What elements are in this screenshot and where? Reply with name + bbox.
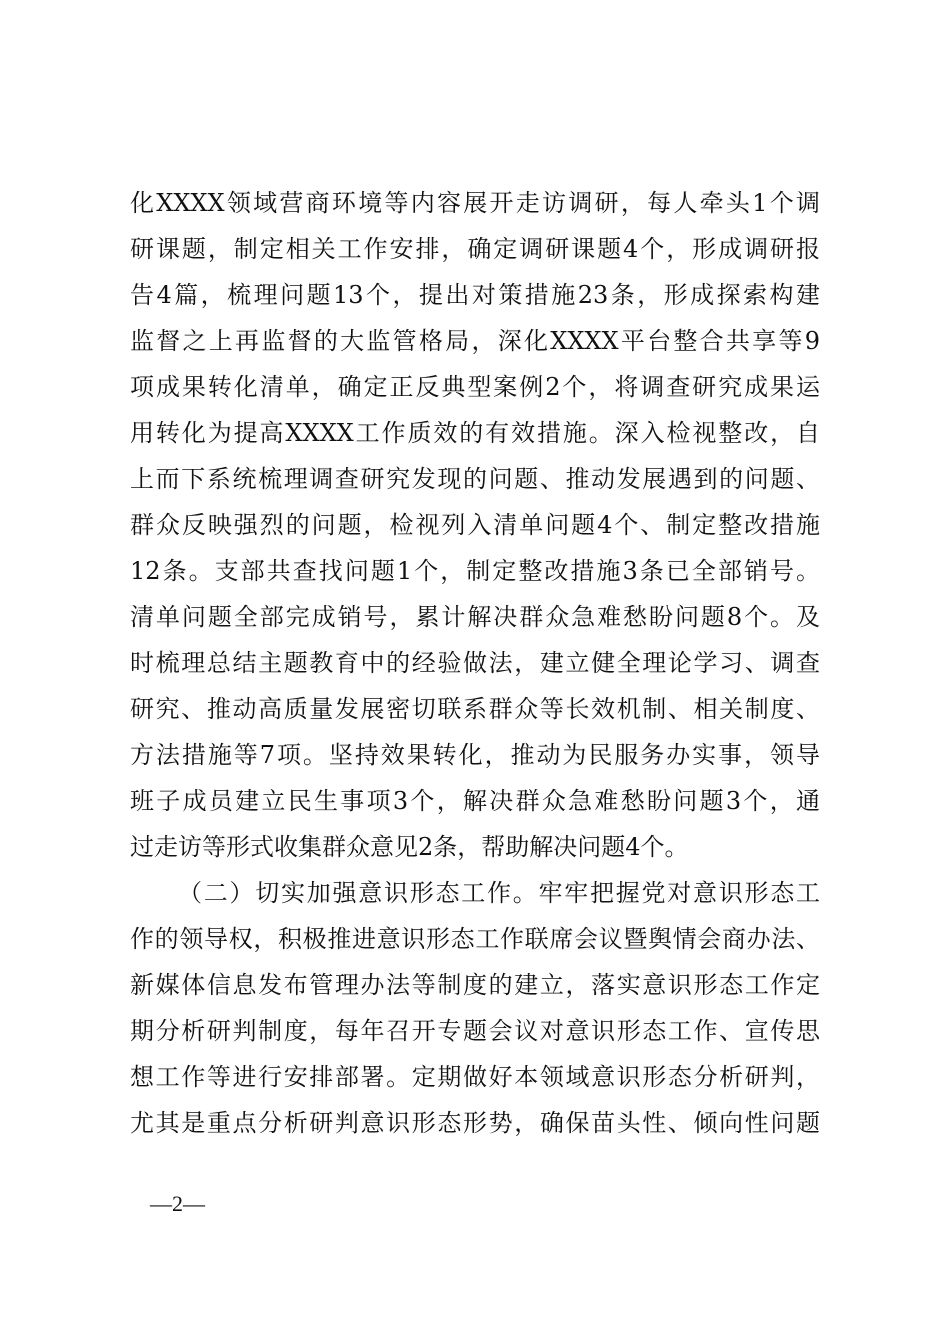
text-line: 研究、推动高质量发展密切联系群众等长效机制、相关制度、	[130, 695, 820, 723]
text-line: 想工作等进行安排部署。定期做好本领域意识形态分析研判，	[130, 1063, 820, 1091]
text-line: 群众反映强烈的问题，检视列入清单问题4个、制定整改措施	[130, 511, 820, 539]
text-line: 用转化为提高XXXX工作质效的有效措施。深入检视整改，自	[130, 419, 820, 447]
text-line: 新媒体信息发布管理办法等制度的建立，落实意识形态工作定	[130, 971, 820, 999]
document-body	[130, 180, 820, 1146]
text-line: 作的领导权，积极推进意识形态工作联席会议暨舆情会商办法、	[130, 925, 820, 953]
text-line: 监督之上再监督的大监管格局，深化XXXX平台整合共享等9	[130, 327, 820, 355]
text-line: 过走访等形式收集群众意见2条，帮助解决问题4个。	[130, 833, 689, 861]
text-line: 项成果转化清单，确定正反典型案例2个，将调查研究成果运	[130, 373, 820, 401]
text-line: 方法措施等7项。坚持效果转化，推动为民服务办实事，领导	[130, 741, 820, 769]
text-line: 告4篇，梳理问题13个，提出对策措施23条，形成探索构建	[130, 281, 820, 309]
text-line: 上而下系统梳理调查研究发现的问题、推动发展遇到的问题、	[130, 465, 820, 493]
text-line: 期分析研判制度，每年召开专题会议对意识形态工作、宣传思	[130, 1017, 820, 1045]
text-line: 班子成员建立民生事项3个，解决群众急难愁盼问题3个，通	[130, 787, 820, 815]
text-line: 清单问题全部完成销号，累计解决群众急难愁盼问题8个。及	[130, 603, 820, 631]
text-line: 12条。支部共查找问题1个，制定整改措施3条已全部销号。	[130, 557, 820, 585]
text-line: 时梳理总结主题教育中的经验做法，建立健全理论学习、调查	[130, 649, 820, 677]
text-line: 化XXXX领域营商环境等内容展开走访调研，每人牵头1个调	[130, 189, 820, 217]
text-line: 研课题，制定相关工作安排，确定调研课题4个，形成调研报	[130, 235, 820, 263]
section-heading-line: （二）切实加强意识形态工作。牢牢把握党对意识形态工	[178, 879, 820, 907]
text-line: 尤其是重点分析研判意识形态形势，确保苗头性、倾向性问题	[130, 1109, 820, 1137]
page-number: —2—	[150, 1191, 205, 1216]
